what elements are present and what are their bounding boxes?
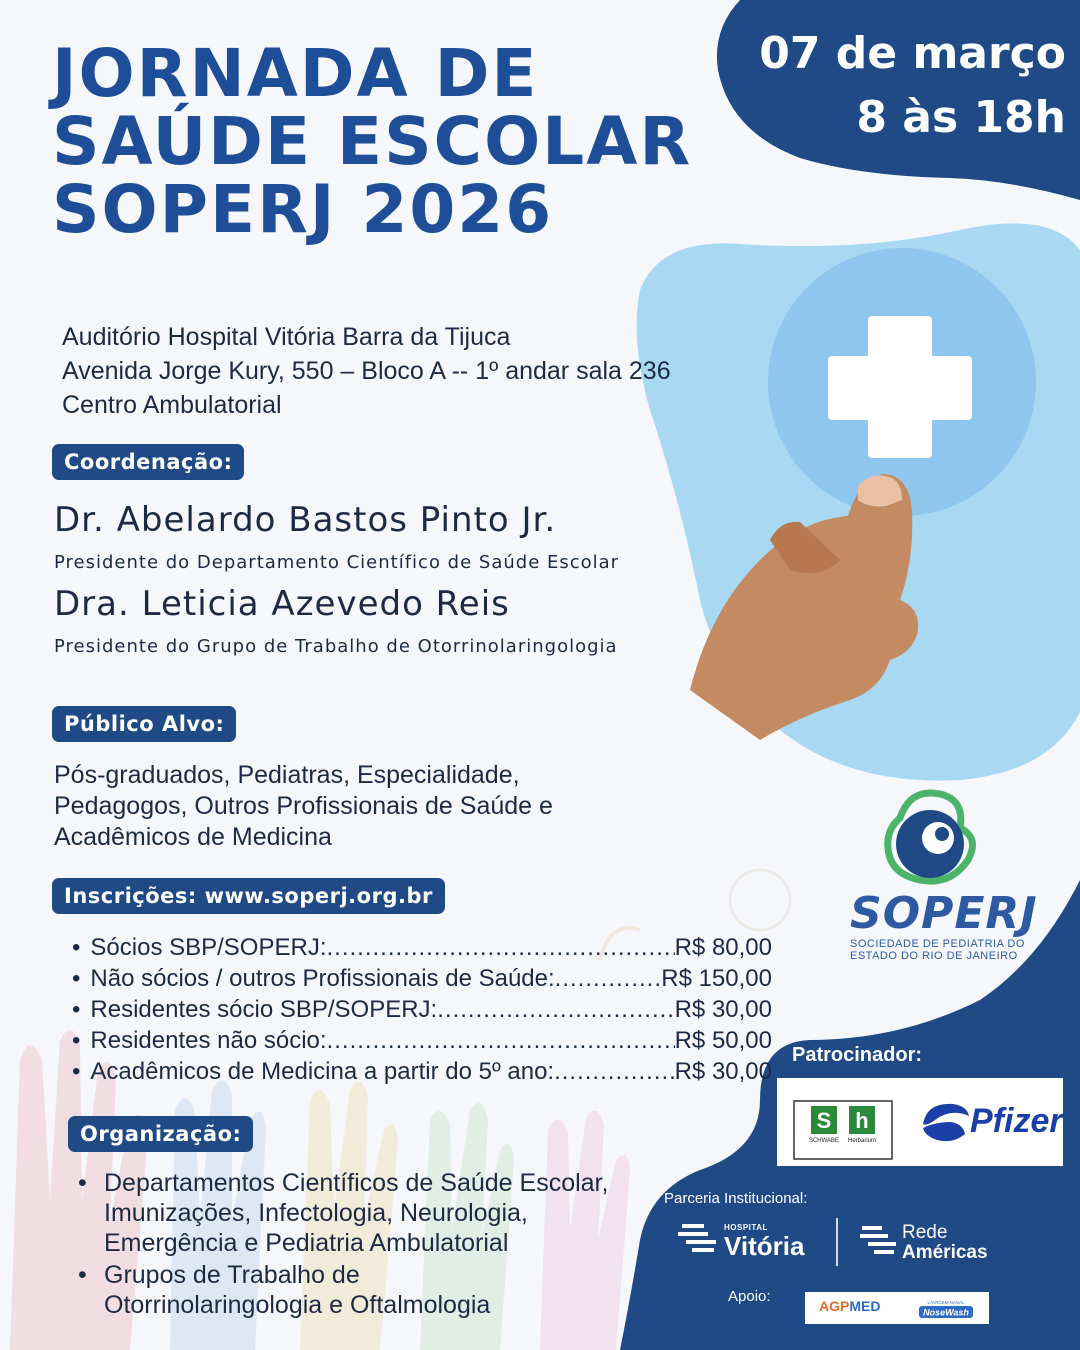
- venue-address: [62, 320, 671, 422]
- support-label: Apoio:: [728, 1288, 771, 1305]
- coordinator-1-role: Presidente do Departamento Científico de Saúde Escolar: [54, 552, 620, 573]
- svg-text:h: h: [855, 1108, 869, 1133]
- title-line-3: SOPERJ 2026: [52, 171, 554, 248]
- coordinator-2-name: Dra. Leticia Azevedo Reis: [54, 584, 510, 624]
- organization-line: Imunizações, Infectologia, Neurologia,: [104, 1199, 528, 1227]
- price-category: • Não sócios / outros Profissionais de Saúde:: [90, 965, 555, 992]
- leader-dots: [555, 963, 662, 994]
- venue-line-1: Auditório Hospital Vitória Barra da Tijuca: [62, 323, 511, 351]
- price-value: R$ 30,00: [674, 1058, 772, 1085]
- price-value: R$ 80,00: [674, 934, 772, 961]
- organization-line: Emergência e Pediatria Ambulatorial: [104, 1229, 509, 1257]
- nosewash-small: LAVAGEM NASAL: [927, 1300, 965, 1305]
- audience-text: [54, 760, 553, 853]
- partners-label: Parceria Institucional:: [664, 1190, 808, 1207]
- organization-line: • Departamentos Científicos de Saúde Escolar,: [104, 1169, 609, 1197]
- event-hours: 8 às 18h: [856, 92, 1066, 143]
- pfizer-name: Pfizer: [970, 1102, 1063, 1140]
- rede-line-1: Rede: [902, 1222, 948, 1243]
- schwabe-herbarium-logo: [793, 1100, 893, 1160]
- svg-text:S: S: [816, 1108, 832, 1133]
- page-title: [52, 35, 693, 248]
- soperj-name: SOPERJ: [850, 888, 1038, 939]
- price-item: [72, 1025, 772, 1056]
- herbarium-text: Herbarium: [847, 1138, 877, 1144]
- price-list: [72, 932, 772, 1087]
- coordinator-2-role: Presidente do Grupo de Trabalho de Otorrinolaringologia: [54, 636, 618, 657]
- price-value: R$ 50,00: [674, 1027, 772, 1054]
- hospital-vitoria-icon: [676, 1222, 718, 1256]
- rede-line-2: Américas: [902, 1242, 988, 1263]
- price-item: [72, 994, 772, 1025]
- organization-label: Organização:: [68, 1116, 253, 1152]
- pfizer-logo-icon: [917, 1094, 973, 1150]
- nosewash-logo: [916, 1297, 976, 1319]
- hospital-name: Vitória: [724, 1231, 805, 1261]
- leader-dots: [327, 1025, 675, 1056]
- coordination-label: Coordenação:: [52, 444, 244, 480]
- price-value: R$ 30,00: [674, 996, 772, 1023]
- audience-line-1: Pós-graduados, Pediatras, Especialidade,: [54, 761, 520, 789]
- leader-dots: [437, 994, 674, 1025]
- organization-item: [76, 1260, 656, 1320]
- venue-line-3: Centro Ambulatorial: [62, 391, 282, 419]
- audience-line-3: Acadêmicos de Medicina: [54, 823, 332, 851]
- soperj-sub-line: ESTADO DO RIO DE JANEIRO: [850, 950, 1018, 962]
- sponsor-label: Patrocinador:: [792, 1044, 923, 1066]
- registration-label: Inscrições: www.soperj.org.br: [52, 878, 445, 914]
- venue-line-2: Avenida Jorge Kury, 550 – Bloco A -- 1º andar sala 236: [62, 357, 671, 385]
- price-value: R$ 150,00: [661, 965, 772, 992]
- soperj-logo-icon: [840, 788, 1020, 888]
- price-category: • Residentes sócio SBP/SOPERJ:: [90, 996, 438, 1023]
- price-category: • Acadêmicos de Medicina a partir do 5º ano:: [90, 1058, 555, 1085]
- audience-line-2: Pedagogos, Outros Profissionais de Saúde e: [54, 792, 553, 820]
- rede-americas-icon: [858, 1224, 898, 1258]
- audience-label: Público Alvo:: [52, 706, 236, 742]
- soperj-sub-line: SOCIEDADE DE PEDIATRIA DO: [850, 938, 1025, 950]
- leader-dots: [554, 1056, 675, 1087]
- agp-text: AGP: [819, 1298, 850, 1314]
- price-category: • Residentes não sócio:: [90, 1027, 327, 1054]
- partners-divider: [836, 1218, 838, 1266]
- med-text: MED: [849, 1298, 881, 1314]
- herbarium-icon: [848, 1106, 876, 1144]
- organization-item: [76, 1168, 656, 1258]
- price-item: [72, 932, 772, 963]
- coordinator-1-name: Dr. Abelardo Bastos Pinto Jr.: [54, 500, 557, 540]
- schwabe-text: SCHWABE: [808, 1138, 840, 1144]
- schwabe-icon: [809, 1106, 839, 1144]
- soperj-subtitle: [850, 938, 1025, 962]
- organization-line: Otorrinolaringologia e Oftalmologia: [104, 1291, 491, 1319]
- event-day: 07 de março: [759, 28, 1066, 79]
- title-line-1: JORNADA DE: [52, 35, 539, 112]
- nosewash-name: NoseWash: [923, 1307, 969, 1318]
- hospital-small-label: HOSPITAL: [724, 1223, 768, 1232]
- organization-line: • Grupos de Trabalho de: [104, 1261, 360, 1289]
- title-line-2: SAÚDE ESCOLAR: [52, 103, 693, 180]
- price-item: [72, 963, 772, 994]
- organization-list: [76, 1168, 656, 1322]
- price-item: [72, 1056, 772, 1087]
- leader-dots: [327, 932, 675, 963]
- agpmed-logo: [819, 1298, 880, 1314]
- price-category: • Sócios SBP/SOPERJ:: [90, 934, 327, 961]
- event-date: [759, 22, 1066, 150]
